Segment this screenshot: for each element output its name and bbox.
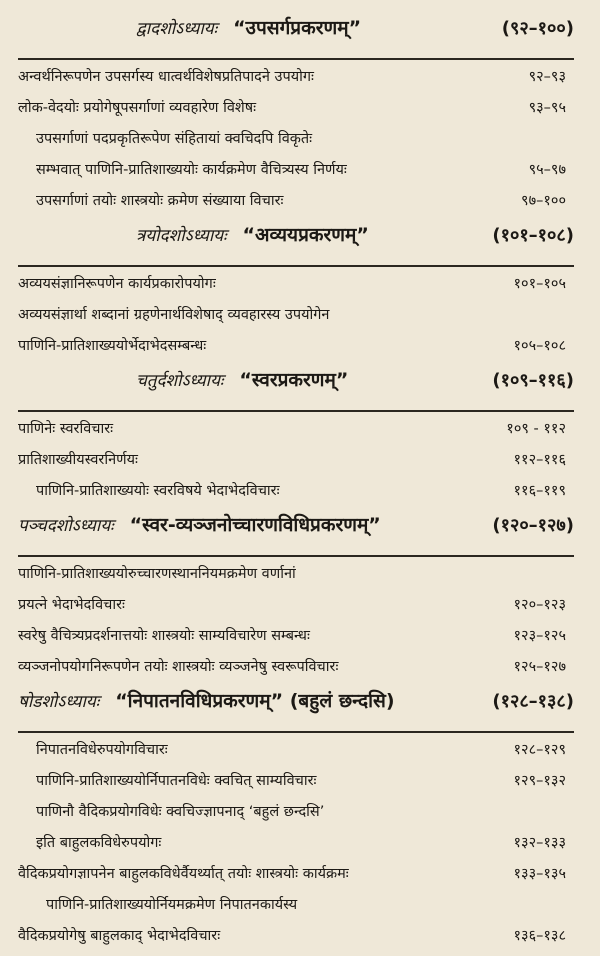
entry-text: अव्ययसंज्ञानिरूपणेन कार्यप्रकारोपयोगः <box>18 276 216 292</box>
chapter-label: चतुर्दशोऽध्यायः <box>136 371 224 391</box>
chapter-heading <box>18 221 580 265</box>
entry-pages: ९५–९७ <box>528 162 566 178</box>
chapter-heading <box>18 687 580 731</box>
entry-text: वैदिकप्रयोगज्ञापनेन बाहुलकविधेर्वैयर्थ्यात् तयोः शास्त्रयोः कार्यक्रमः <box>18 866 349 882</box>
chapter-heading <box>18 14 580 58</box>
chapter-12 <box>18 14 580 221</box>
entry-pages: १३३–१३५ <box>513 866 566 882</box>
entry-text: स्वरेषु वैचित्र्यप्रदर्शनात्तयोः शास्त्रयोः साम्यविचारेण सम्बन्धः <box>18 628 310 644</box>
entry-pages: १२५–१२७ <box>513 659 566 675</box>
entry-text: वैदिकप्रयोगेषु बाहुलकाद् भेदाभेदविचारः <box>18 928 221 944</box>
entry-text: प्रातिशाख्यीयस्वरनिर्णयः <box>18 452 138 468</box>
entry-pages: १२८–१२९ <box>513 742 566 758</box>
chapter-page-range: (१२०–१२७) <box>492 515 574 536</box>
entry-text: लोक-वेदयोः प्रयोगेषूपसर्गाणां व्यवहारेण विशेषः <box>18 100 257 116</box>
toc-entry <box>18 863 580 894</box>
toc-entry <box>18 832 580 863</box>
toc-entry <box>18 894 580 925</box>
entry-pages: १२९–१३२ <box>513 773 566 789</box>
entry-pages: ९७–१०० <box>521 193 566 209</box>
chapter-label: पञ्चदशोऽध्यायः <box>18 516 114 536</box>
toc-entry <box>18 739 580 770</box>
toc-entry <box>18 449 580 480</box>
entry-text: पाणिनेः स्वरविचारः <box>18 421 114 437</box>
entry-pages: १०१–१०५ <box>513 276 566 292</box>
chapter-divider <box>18 410 574 412</box>
toc-entry <box>18 801 580 832</box>
toc-entry <box>18 563 580 594</box>
toc-entry <box>18 625 580 656</box>
entry-pages: ११२–११६ <box>513 452 566 468</box>
toc-entry <box>18 66 580 97</box>
entry-text: सम्भवात् पाणिनि-प्रातिशाख्ययोः कार्यक्रमेण वैचित्र्यस्य निर्णयः <box>36 162 347 178</box>
entry-pages: ९३–९५ <box>528 100 566 116</box>
entry-pages: ९२–९३ <box>528 69 566 85</box>
toc-entry <box>18 159 580 190</box>
toc-entry <box>18 925 580 956</box>
toc-entry <box>18 97 580 128</box>
toc-entry <box>18 190 580 221</box>
chapter-title: “स्वर-व्यञ्जनोच्चारणविधिप्रकरणम्” <box>129 514 381 536</box>
chapter-title: “अव्ययप्रकरणम्” <box>242 224 369 246</box>
chapter-label: त्रयोदशोऽध्यायः <box>136 226 227 246</box>
chapter-title: “स्वरप्रकरणम्” <box>239 369 349 391</box>
chapter-divider <box>18 58 574 60</box>
entry-text: इति बाहुलकविधेरुपयोगः <box>36 835 162 851</box>
entry-text: अन्वर्थनिरूपणेन उपसर्गस्य धात्वर्थविशेषप्रतिपादने उपयोगः <box>18 69 314 85</box>
chapter-divider <box>18 555 574 557</box>
chapter-page-range: (१२८–१३८) <box>492 691 574 712</box>
entry-text: पाणिनि-प्रातिशाख्ययोर्नियमक्रमेण निपातनकार्यस्य <box>46 897 298 913</box>
entry-text: उपसर्गाणां पदप्रकृतिरूपेण संहितायां क्वचिदपि विकृतेः <box>36 131 313 147</box>
entry-pages: १२३–१२५ <box>513 628 566 644</box>
chapter-label: षोडशोऽध्यायः <box>18 692 100 712</box>
entry-text: प्रयत्ने भेदाभेदविचारः <box>18 597 125 613</box>
chapter-13 <box>18 221 580 366</box>
chapter-title: “निपातनविधिप्रकरणम्” (बहुलं छन्दसि) <box>115 690 395 712</box>
chapter-14 <box>18 366 580 511</box>
chapter-page-range: (१०९–११६) <box>492 370 574 391</box>
entry-text: उपसर्गाणां तयोः शास्त्रयोः क्रमेण संख्याया विचारः <box>36 193 284 209</box>
entry-text: निपातनविधेरुपयोगविचारः <box>36 742 168 758</box>
entry-text: व्यञ्जनोपयोगनिरूपणेन तयोः शास्त्रयोः व्यञ्जनेषु स्वरूपविचारः <box>18 659 339 675</box>
chapter-heading <box>18 511 580 555</box>
entry-pages: १३२–१३३ <box>513 835 566 851</box>
entry-text: पाणिनि-प्रातिशाख्ययोरुच्चारणस्थाननियमक्रमेण वर्णानां <box>18 566 296 582</box>
entry-text: अव्ययसंज्ञार्था शब्दानां ग्रहणेनार्थविशेषाद् व्यवहारस्य उपयोगेन <box>18 307 330 323</box>
entry-pages: १३६–१३८ <box>513 928 566 944</box>
toc-entry <box>18 480 580 511</box>
chapter-divider <box>18 731 574 733</box>
entry-text: पाणिनि-प्रातिशाख्ययोः स्वरविषये भेदाभेदविचारः <box>36 483 280 499</box>
chapter-15 <box>18 511 580 687</box>
entry-text: पाणिनि-प्रातिशाख्ययोर्निपातनविधेः क्वचित् साम्यविचारः <box>36 773 317 789</box>
entry-text: पाणिनि-प्रातिशाख्ययोर्भेदाभेदसम्बन्धः <box>18 338 207 354</box>
chapter-divider <box>18 265 574 267</box>
entry-pages: १२०–१२३ <box>513 597 566 613</box>
toc-entry <box>18 128 580 159</box>
toc-entry <box>18 656 580 687</box>
chapter-title: “उपसर्गप्रकरणम्” <box>233 17 362 39</box>
chapter-page-range: (१०१–१०८) <box>492 225 574 246</box>
entry-pages: १०५–१०८ <box>513 338 566 354</box>
chapter-label: द्वादशोऽध्यायः <box>136 19 218 39</box>
toc-entry <box>18 594 580 625</box>
chapter-page-range: (९२–१००) <box>501 18 574 39</box>
toc-entry <box>18 418 580 449</box>
toc-entry <box>18 304 580 335</box>
chapter-16 <box>18 687 580 956</box>
toc-entry <box>18 335 580 366</box>
entry-pages: ११६–११९ <box>513 483 566 499</box>
chapter-heading <box>18 366 580 410</box>
toc-entry <box>18 273 580 304</box>
toc-entry <box>18 770 580 801</box>
entry-pages: १०९ - ११२ <box>506 421 566 437</box>
entry-text: पाणिनौ वैदिकप्रयोगविधेः क्वचिज्ज्ञापनाद् ‘बहुलं छन्दसि’ <box>36 804 325 820</box>
